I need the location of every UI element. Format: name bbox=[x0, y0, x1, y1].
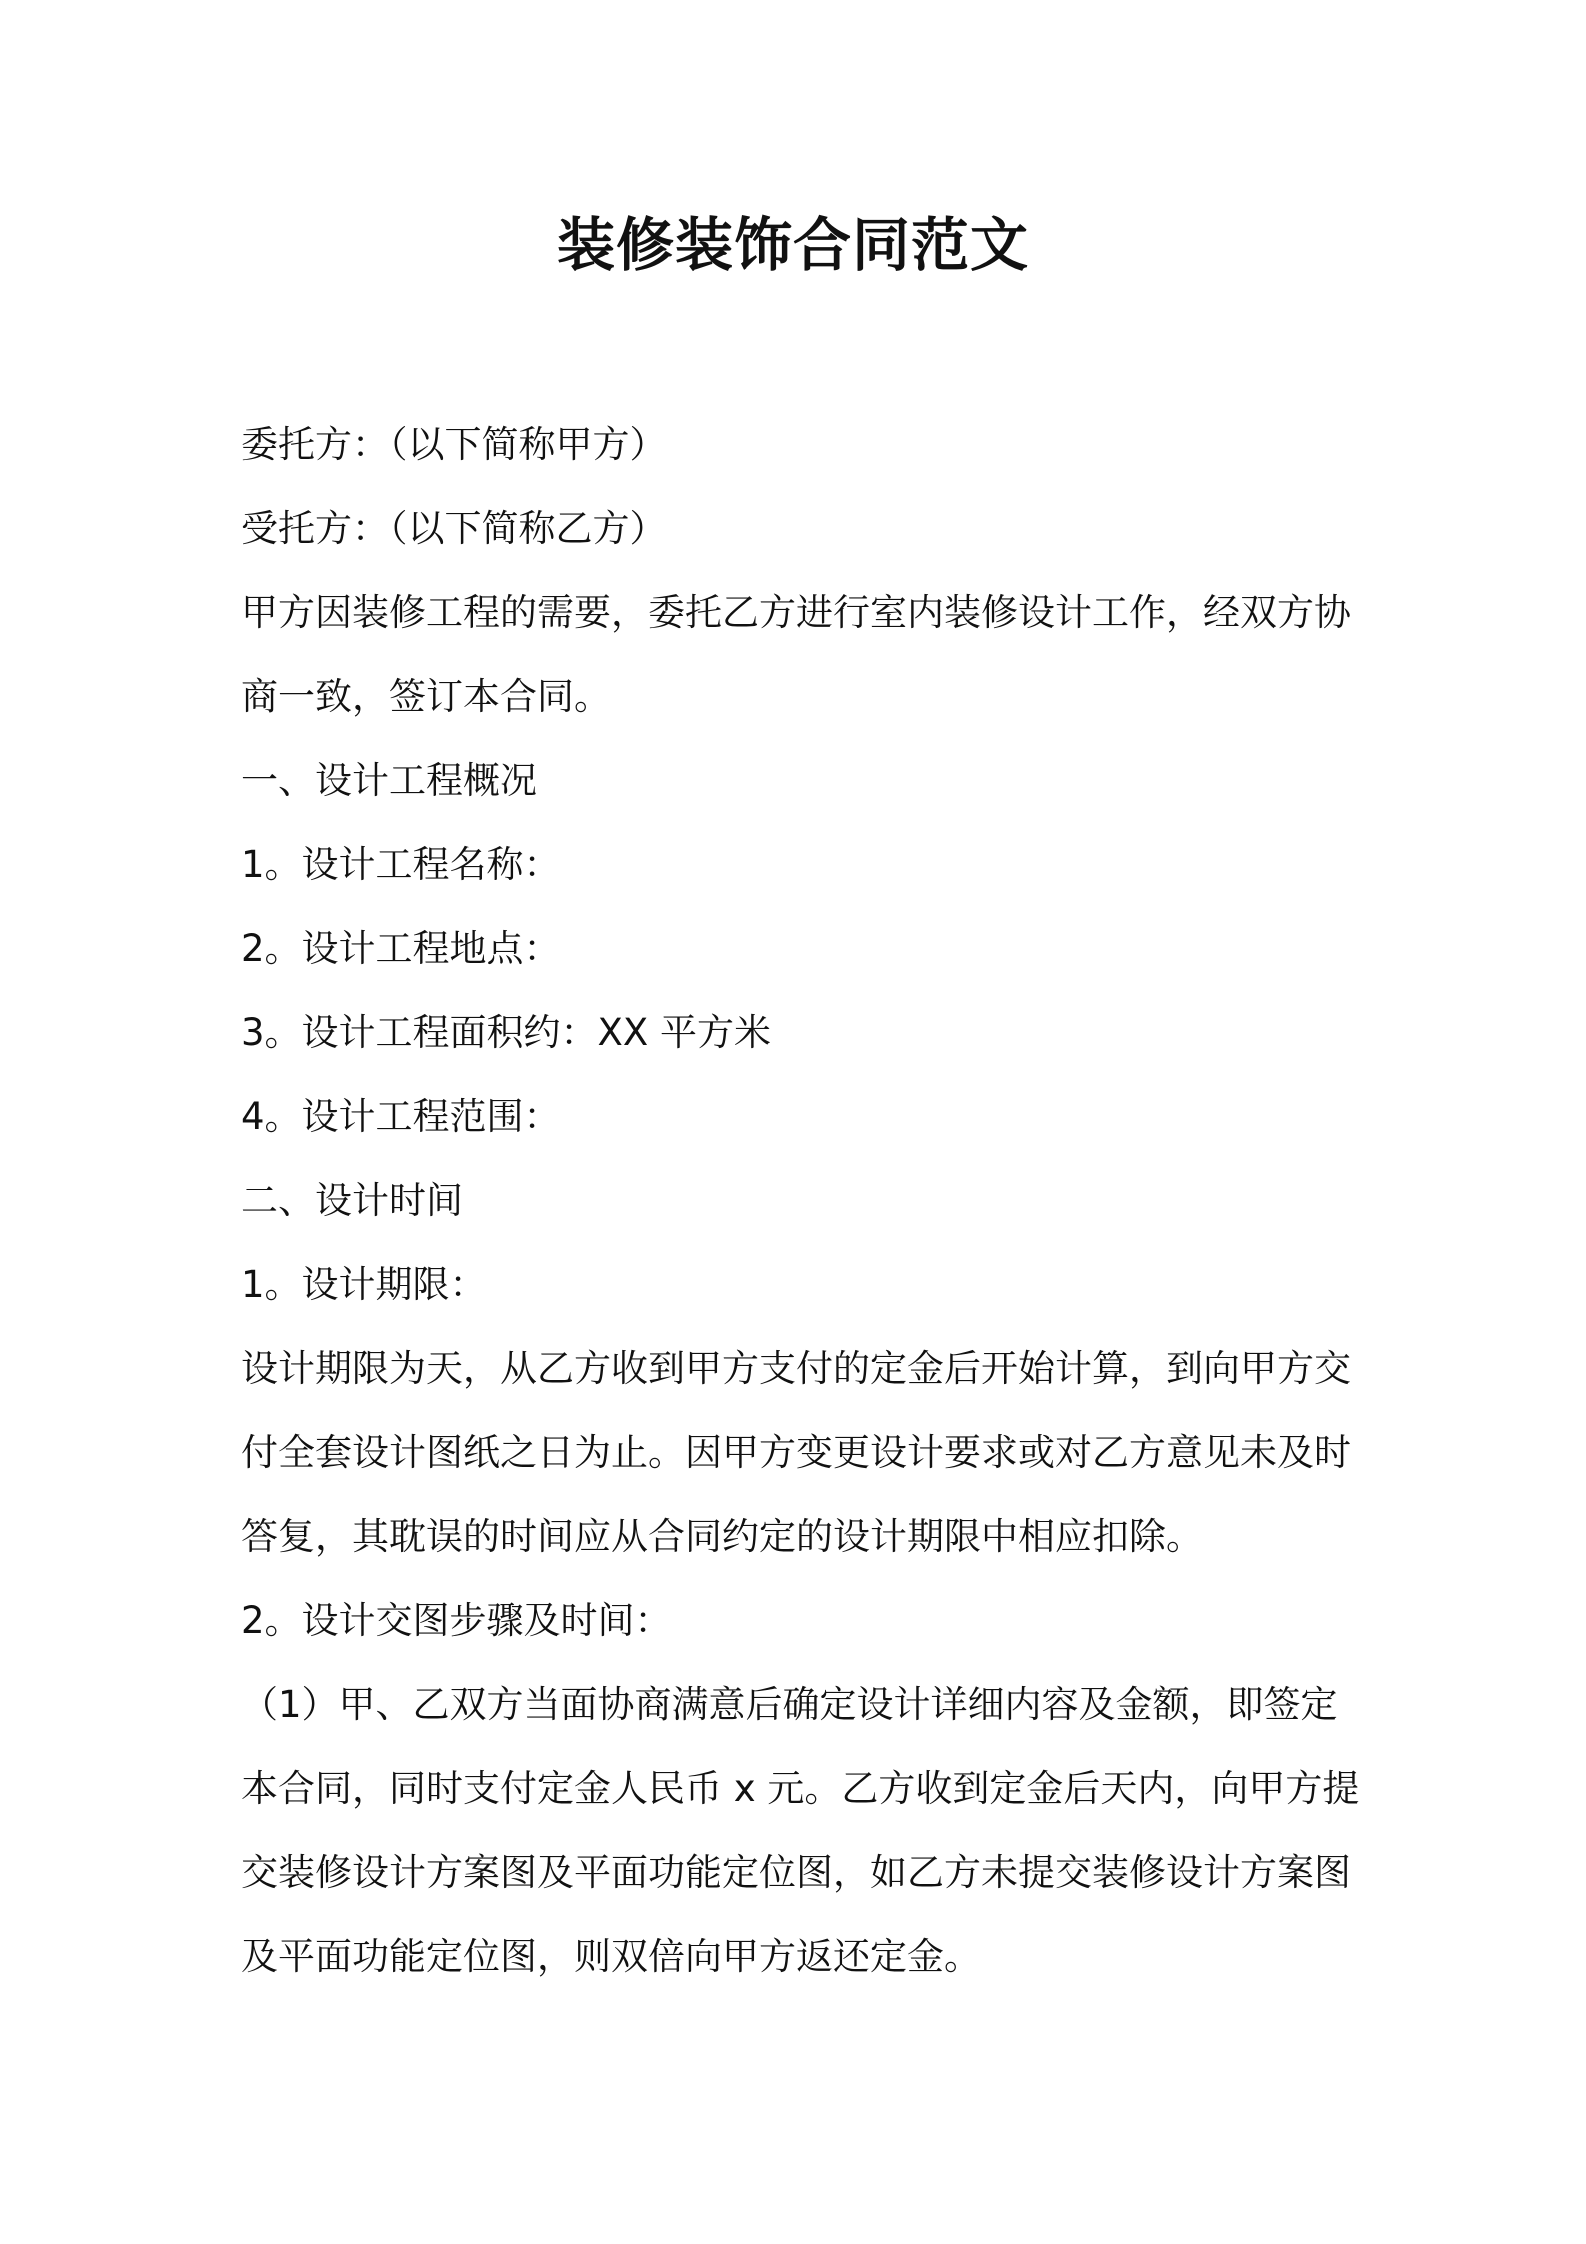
section-heading-2: 二、设计时间 bbox=[241, 1179, 463, 1222]
clause-1-3: 3。设计工程面积约：XX 平方米 bbox=[241, 1011, 771, 1054]
document-body bbox=[241, 403, 1361, 1999]
design-period-paragraph: 设计期限为天，从乙方收到甲方支付的定金后开始计算，到向甲方交付全套设计图纸之日为止。因甲方变更设计要求或对乙方意见未及时答复，其耽误的时间应从合同约定的设计期限中相应扣除。 bbox=[241, 1347, 1351, 1558]
document-title: 装修装饰合同范文 bbox=[556, 211, 1029, 279]
clause-1-1: 1。设计工程名称： bbox=[241, 843, 561, 886]
party-b-line: 受托方：（以下简称乙方） bbox=[241, 507, 667, 550]
clause-2-2: 2。设计交图步骤及时间： bbox=[241, 1599, 672, 1642]
clause-1-2: 2。设计工程地点： bbox=[241, 927, 561, 970]
intro-paragraph: 甲方因装修工程的需要，委托乙方进行室内装修设计工作，经双方协商一致，签订本合同。 bbox=[241, 591, 1351, 718]
section-heading-1: 一、设计工程概况 bbox=[241, 759, 537, 802]
clause-1-4: 4。设计工程范围： bbox=[241, 1095, 561, 1138]
party-a-line: 委托方：（以下简称甲方） bbox=[241, 423, 667, 466]
clause-2-2-1: （1）甲、乙双方当面协商满意后确定设计详细内容及金额，即签定本合同，同时支付定金人民币 x 元。乙方收到定金后天内，向甲方提交装修设计方案图及平面功能定位图，如乙方未提交装修设计方案图及平面功能定位图，则双倍向甲方返还定金。 bbox=[241, 1683, 1360, 1978]
clause-2-1: 1。设计期限： bbox=[241, 1263, 487, 1306]
